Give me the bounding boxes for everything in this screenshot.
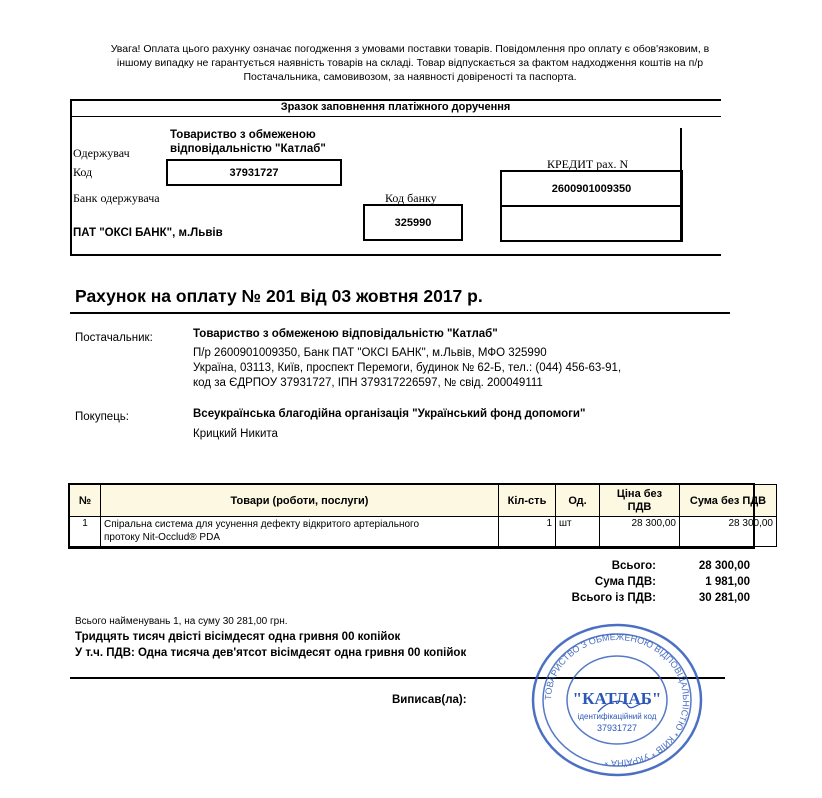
recipient-label: Одержувач: [73, 146, 130, 160]
header-goods: Товари (роботи, послуги): [101, 485, 499, 517]
header-price: [600, 485, 680, 517]
stamp-ring-text: ТОВАРИСТВО З ОБМЕЖЕНОЮ ВІДПОВІДАЛЬНІСТЮ * КИЇВ * УКРАЇНА *: [542, 631, 692, 769]
stamp-center-text: "КАТЛАБ": [572, 689, 662, 708]
payment-sample-title: Зразок заповнення платіжного доручення: [280, 101, 511, 113]
recipient-name-line-1: Товариство з обмеженою: [170, 129, 316, 141]
buyer-name: Всеукраїнська благодійна організація "Український фонд допомоги": [193, 408, 586, 420]
supplier-details: [193, 346, 621, 391]
code-box: 37931727: [166, 159, 342, 186]
supplier-details-line-3: код за ЄДРПОУ 37931727, ІПН 379317226597, № свід. 200049111: [193, 377, 543, 389]
stamp-id-value: 37931727: [596, 723, 638, 733]
recipient-name-line-2: відповідальністю "Катлаб": [170, 143, 326, 155]
amount-in-words: Тридцять тисяч двісті вісімдесят одна гривня 00 копійок: [75, 631, 401, 643]
row-sum: 28 300,00: [680, 517, 777, 547]
payment-sample-bottom-border: [70, 254, 721, 256]
supplier-details-line-2: Україна, 03113, Київ, проспект Перемоги, будинок № 62-Б, тел.: (044) 456-63-91,: [193, 362, 622, 374]
header-price-line-2: ПДВ: [627, 500, 652, 513]
supplier-label: Постачальник:: [75, 332, 153, 344]
row-goods-line-1: Спіральна система для усунення дефекту відкритого артеріального: [104, 519, 420, 530]
buyer-label: Покупець:: [75, 411, 129, 423]
vat-value: 1 981,00: [705, 576, 750, 588]
payment-notice: [60, 42, 760, 84]
invoice-title: Рахунок на оплату № 201 від 03 жовтня 2017 р.: [75, 286, 483, 306]
bank-label: Банк одержувача: [73, 191, 160, 205]
row-unit: шт: [556, 517, 600, 547]
bank-name: ПАТ "ОКСІ БАНК", м.Львів: [73, 227, 223, 239]
payment-sample-title-divider: [72, 116, 721, 117]
vat-label: Сума ПДВ:: [594, 576, 656, 588]
issued-by-label: Виписав(ла):: [392, 694, 467, 706]
items-table: [69, 484, 777, 547]
supplier-details-line-1: П/р 2600901009350, Банк ПАТ "ОКСІ БАНК", м.Львів, МФО 325990: [193, 347, 547, 359]
title-underline: [70, 312, 730, 314]
header-qty: Кіл-сть: [499, 485, 556, 517]
stamp-id-label: ідентифікаційний код: [577, 712, 657, 721]
bank-code-label: Код банку: [385, 191, 437, 205]
row-qty: 1: [499, 517, 556, 547]
account-box: [500, 170, 683, 242]
recipient-name: [170, 128, 326, 156]
row-num: 1: [70, 517, 101, 547]
notice-line-3: Постачальника, самовивозом, за наявності довіреності та паспорта.: [243, 71, 577, 83]
company-stamp-icon: [528, 620, 706, 780]
items-count-summary: Всього найменувань 1, на суму 30 281,00 грн.: [75, 616, 288, 627]
grand-total-value: 30 281,00: [698, 592, 750, 604]
row-goods-line-2: протоку Nit-Occlud® PDA: [104, 532, 220, 543]
header-price-line-1: Ціна без: [616, 487, 663, 500]
table-header-row: [70, 485, 777, 517]
row-price: 28 300,00: [600, 517, 680, 547]
total-label: Всього:: [611, 560, 656, 572]
header-sum: Сума без ПДВ: [680, 485, 777, 517]
header-unit: Од.: [556, 485, 600, 517]
notice-line-2: іншому випадку не гарантується наявність товарів на складі. Товар відпускається за фактом надходження коштів на п/р: [116, 57, 704, 69]
notice-line-1: Увага! Оплата цього рахунку означає погодження з умовами поставки товарів. Повідомлення про оплату є обов'язковим, в: [110, 43, 710, 55]
account-label: КРЕДИТ рах. N: [547, 157, 629, 171]
code-label: Код: [73, 165, 93, 179]
grand-total-label: Всього із ПДВ:: [571, 592, 656, 604]
vat-in-words: У т.ч. ПДВ: Одна тисяча дев'ятсот вісімдесят одна гривня 00 копійок: [75, 647, 467, 659]
row-goods: [101, 517, 499, 547]
account-number: 2600901009350: [502, 172, 681, 207]
buyer-contact: Крицкий Никита: [193, 428, 278, 440]
total-value: 28 300,00: [698, 560, 750, 572]
supplier-name: Товариство з обмеженою відповідальністю "Катлаб": [193, 328, 498, 340]
header-num: №: [70, 485, 101, 517]
bank-code-box: 325990: [363, 204, 463, 241]
table-row: [70, 517, 777, 547]
